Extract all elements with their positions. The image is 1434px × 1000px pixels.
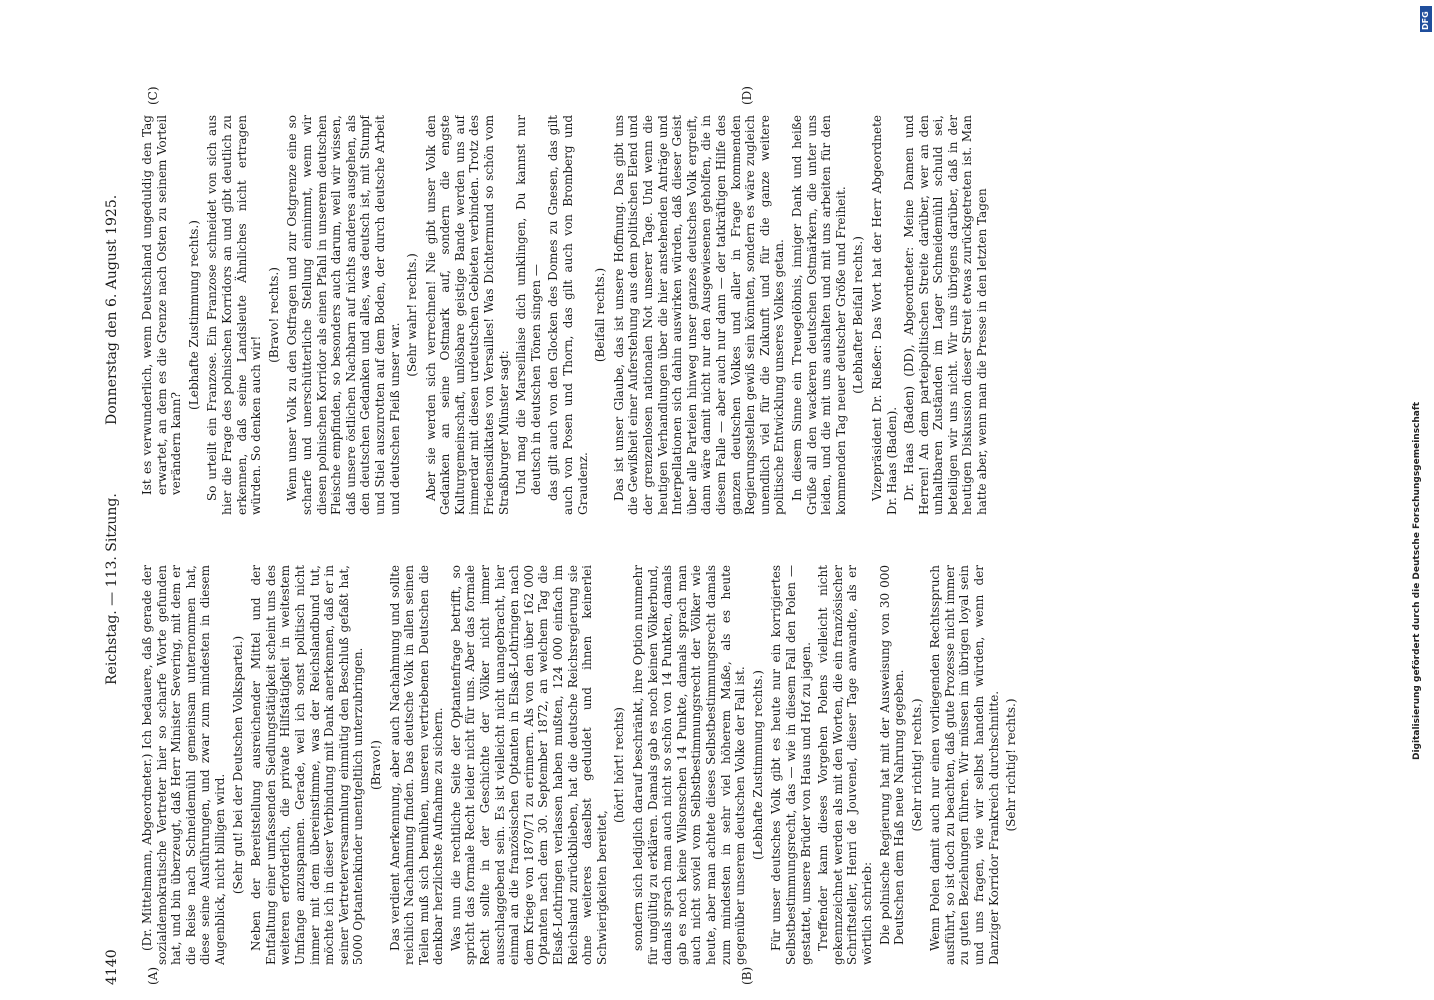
interjection: (hört! hört! rechts) — [612, 707, 627, 823]
paragraph: Wenn Polen damit auch nur einen vorliegenden Rechtsspruch ausführt, so ist doch zu beachten, daß gute Prozesse nicht immer zu guten Beziehungen führen. Wir müssen im übrigen loyal sein und uns fragen, wie wir selbst handeln würden, wenn der Danziger Korridor Frankreich durchschnitte. — [928, 565, 1001, 965]
paragraph: Was nun die rechtliche Seite der Optantenfrage betrifft, so spricht das formale Recht leider nicht für uns. Aber das formale Recht sollte in der Geschichte der Völker nicht immer ausschlaggebend sein. Es ist vielleicht nicht unangebracht, hier einmal an die französischen Optanten in Elsaß-Lothringen nach dem Kriege von 1870/71 zu erinnern. Als von den über 162 000 Optanten nach dem 30. September 1872, an welchem Tag die Elsaß-Lothringen verlassen haben mußten, 124 000 einfach im Reichsland zurückblieben, hat die deutsche Reichsregierung sie ohne weiteres daselbst geduldet und ihnen keinerlei Schwierigkeiten bereitet, — [448, 565, 609, 965]
interjection: (Bravo! rechts.) — [266, 267, 281, 363]
paragraph: Für unser deutsches Volk gibt es heute nur ein korrigiertes Selbstbestimmungsrecht, das — wie in diesem Fall den Polen — gestattet, unsere Brüder von Haus und Hof zu jagen. — [769, 565, 813, 965]
right-column — [140, 115, 1380, 515]
session-title: Reichstag. — 113. Sitzung. — [104, 493, 120, 685]
paragraph: So urteilt ein Franzose. Ein Franzose schneidet von sich aus hier die Frage des polnischen Korridors an und gibt deutlich zu erkennen, daß seine Landsleute Ähnliches nicht ertragen würden. So denken auch wir! — [205, 115, 264, 515]
interjection: (Lebhafter Beifall rechts.) — [851, 236, 866, 394]
paragraph: das gilt auch von den Glocken des Domes zu Gnesen, das gilt auch von Posen und Thorn, das gilt auch von Bromberg und Graudenz. — [546, 115, 590, 515]
page-number: 4140 — [104, 949, 120, 985]
rotated-page — [100, 85, 1400, 985]
quotation: Die polnische Regierung hat mit der Ausweisung von 30 000 Deutschen dem Haß neue Nahrung gegeben. — [877, 565, 907, 945]
interjection: (Sehr richtig! rechts.) — [909, 698, 924, 832]
paragraph: Aber sie werden sich verrechnen! Nie gibt unser Volk den Gedanken an seine Ostmark auf, sondern die engste Kulturgemeinschaft, unlösbare geistige Bande werden uns auf immerdar mit diesen urdeutschen Gebieten verbinden. Trotz des Friedensdiktates von Versailles! Was Dichtermund so schön vom Straßburger Münster sagt: — [423, 115, 511, 515]
paragraph: Neben der Bereitstellung ausreichender Mittel und der Entfaltung einer umfassenden Siedlungstätigkeit scheint uns des weiteren erforderlich, die private Hilfstätigkeit in weitestem Umfange anzuspannen. Gerade, weil ich sonst politisch nicht immer mit dem übereinstimme, was der Reichslandbund tut, möchte ich in dieser Verbindung mit Dank anerkennen, daß er in seiner Vertreterversammlung einmütig den Beschluß gefaßt hat, 5000 Optantenkinder unentgeltlich unterzubringen. — [249, 565, 366, 965]
marker-d: (D) — [740, 86, 754, 105]
paragraph: sondern sich lediglich darauf beschränkt, ihre Option nunmehr für ungültig zu erklären. Damals gab es noch keinen Völkerbund, damals sprach man auch nicht so schön von 14 Punkten, damals gab es noch keine Wilsonschen 14 Punkte, damals sprach man auch nicht soviel vom Selbstbestimmungsrecht der Völker wie heute, aber man achtete dieses Selbstbestimmungsrecht damals zum mindesten in sehr viel höherem Maße, als es heute gegenüber unserem deutschen Volke der Fall ist. — [631, 565, 748, 965]
dfg-logo — [1420, 6, 1432, 32]
paragraph: Treffender kann dieses Vorgehen Polens vielleicht nicht gekennzeichnet werden als mit den Worten, die ein französischer Schriftsteller, Henri de Jouvenel, dieser Tage anwandte, als er wörtlich schrieb: — [816, 565, 874, 965]
session-date: Donnerstag den 6. August 1925. — [104, 194, 120, 425]
paragraph: Wenn unser Volk zu den Ostfragen und zur Ostgrenze eine so scharfe und unerschütterliche Stellung einnimmt, wenn wir diesen polnischen Korridor als einen Pfahl in unserem deutschen Fleische empfinden, so besonders auch darum, weil wir wissen, daß unsere östlichen Nachbarn auf nichts anderes ausgehen, als den deutschen Gedanken und alles, was deutsch ist, mit Stumpf und Stiel auszurotten auf dem Boden, der durch deutsche Arbeit und deutschen Fleiß unser war. — [285, 115, 402, 515]
paragraph: Dr. Haas (Baden) (DD), Abgeordneter: Meine Damen und Herren! An dem parteipolitischen Streite darüber, wer an den unhaltbaren Zuständen im Lager Schneidemühl schuld sei, beteiligen wir uns nicht. Wir uns übrigens darüber, daß in der heutigen Diskussion dieser Streit etwas zurückgetreten ist. Man hatte aber, wenn man die Presse in den letzten Tagen — [902, 115, 990, 515]
interjection: (Sehr gut! bei der Deutschen Volkspartei.) — [230, 635, 245, 895]
funding-note — [1412, 240, 1426, 760]
interjection: (Lebhafte Zustimmung rechts.) — [186, 220, 201, 410]
paragraph: Das verdient Anerkennung, aber auch Nachahmung und sollte reichlich Nachahmung finden. Das deutsche Volk in allen seinen Teilen muß sich bemühen, unseren vertriebenen Deutschen die denkbar herzlichste Aufnahme zu sichern. — [387, 565, 446, 965]
interjection: (Sehr richtig! rechts.) — [1004, 698, 1019, 832]
paragraph: Vizepräsident Dr. Rießer: Das Wort hat der Herr Abgeordnete Dr. Haas (Baden). — [869, 115, 899, 515]
paragraph: In diesem Sinne ein Treuegelöbnis, inniger Dank und heiße Grüße all den wackeren deutschen Ostmärkern, die unter uns leiden, und die mit uns aushalten und mit uns arbeiten für den kommenden Tag neuer deutscher Größe und Freiheit. — [789, 115, 848, 515]
dfg-logo-text: DFG — [1421, 11, 1430, 30]
paragraph: (Dr. Mittelmann, Abgeordneter.) Ich bedauere, daß gerade der sozialdemokratische Vertreter hier so scharfe Worte gefunden hat, und bin überzeugt, daß Herr Minister Severing, mit dem er die Reise nach Schneidemühl gemeinsam unternommen hat, diese seine Ausführungen, und zwar zum mindesten in diesem Augenblick, nicht billigen wird. — [140, 565, 227, 965]
paragraph: Das ist unser Glaube, das ist unsere Hoffnung. Das gibt uns die Gewißheit einer Auferstehung aus dem politischen Elend und der grenzenlosen nationalen Not unserer Tage. Und wenn die heutigen Verhandlungen über die hier anstehenden Anträge und Interpellationen sich dahin auswirken würden, daß dieser Geist über alle Parteien hinweg unser ganzes deutsches Volk ergreift, dann wäre damit nicht nur den Ausgewiesenen geholfen, die in diesem Falle — aber auch nur dann — der tatkräftigen Hilfe des ganzen deutschen Volkes und aller in Frage kommenden Regierungsstellen gewiß sein könnten, sondern es wäre zugleich unendlich viel für die Zukunft und für die ganze weitere politische Entwicklung unseres Volkes getan. — [611, 115, 787, 515]
marker-b: (B) — [740, 966, 754, 985]
left-column — [140, 565, 1380, 965]
quotation: Ist es verwunderlich, wenn Deutschland ungeduldig den Tag erwartet, an dem es die Grenze nach Osten zu seinem Vorteil verändern kann? — [140, 115, 184, 495]
interjection: (Beifall rechts.) — [593, 267, 608, 363]
interjection: (Bravo!) — [368, 740, 383, 790]
marker-c: (C) — [146, 86, 160, 105]
running-header — [100, 85, 130, 985]
interjection: (Sehr wahr! rechts.) — [405, 253, 420, 377]
funding-note-text: Digitalisierung gefördert durch die Deutsche Forschungsgemeinschaft — [1412, 401, 1422, 760]
marker-a: (A) — [146, 966, 160, 985]
verse-quotation: Und mag die Marseillaise dich umklingen, Du kannst nur deutsch in deutschen Tönen singen — — [514, 115, 543, 495]
interjection: (Lebhafte Zustimmung rechts.) — [750, 670, 765, 860]
